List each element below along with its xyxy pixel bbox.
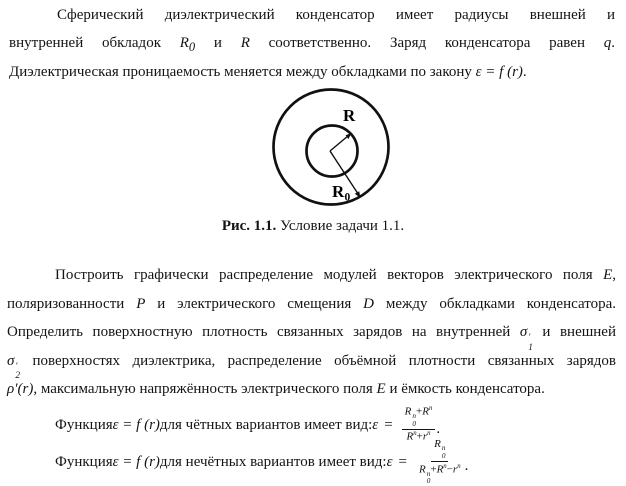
formula-odd-variants: [55, 438, 469, 486]
text-run: , максимальную напряжённость электрического поля: [33, 381, 377, 398]
inner-radius-label: R: [343, 106, 356, 125]
text-line: [7, 261, 616, 290]
period: .: [464, 458, 469, 474]
var-sigma2: σ ′ 2: [7, 352, 21, 382]
capacitor-diagram: [268, 84, 400, 212]
problem-statement-paragraph: [9, 1, 615, 86]
task-paragraph: [7, 261, 616, 404]
text-run: Сферический диэлектрический конденсатор имеет радиусы внешней и: [57, 7, 615, 23]
period: .: [436, 421, 441, 437]
var-sigma1: σ ′ 1: [519, 324, 533, 353]
text-run: .: [611, 35, 615, 52]
equals-sign: =: [398, 453, 407, 470]
var-epsilon: ε: [372, 416, 379, 433]
text-run: .: [522, 63, 527, 80]
var-rho: ρ′(r): [7, 381, 34, 398]
var-E: E: [376, 381, 386, 398]
inner-radius-arrow: [330, 133, 352, 151]
var-epsilon: ε: [386, 453, 393, 470]
var-epsilon-law: ε = f (r): [475, 63, 523, 80]
text-run: Функция: [55, 453, 113, 470]
formula-even-variants: [55, 407, 440, 443]
text-run: поляризованности: [7, 295, 137, 312]
text-run: Диэлектрическая проницаемость меняется между обкладками по закону: [9, 63, 476, 80]
text-run: и электрического смещения: [145, 295, 364, 312]
text-run: и ёмкость конденсатора.: [385, 381, 545, 398]
var-q: q: [603, 35, 612, 52]
text-line: [7, 347, 616, 382]
equals-sign: =: [384, 416, 393, 433]
text-run: между обкладками конденсатора.: [373, 295, 616, 312]
var-epsilon-law: ε = f (r): [112, 416, 160, 433]
text-line: [7, 290, 616, 319]
outer-radius-label: [332, 182, 351, 204]
var-E: E: [603, 267, 613, 283]
svg-text:0: 0: [344, 191, 351, 204]
text-run: Функция: [55, 416, 113, 433]
svg-text:R: R: [332, 182, 345, 201]
text-run: и: [195, 35, 241, 52]
inner-shell-circle: [307, 126, 358, 177]
text-run: для чётных вариантов имеет вид:: [159, 416, 373, 433]
fraction-even: R n 0 $+R^n$ $R^n+r^n$: [402, 405, 436, 445]
var-D: D: [363, 295, 374, 312]
figure-caption-number: Рис. 1.1.: [221, 218, 277, 234]
text-line: [7, 318, 616, 353]
text-line: [9, 29, 615, 57]
text-run: и внешней: [532, 324, 616, 341]
text-line: [9, 58, 615, 86]
text-run: Построить графически распределение модулей векторов электрического поля: [55, 267, 604, 283]
text-run: Определить поверхностную плотность связанных зарядов на внутренней: [7, 324, 520, 341]
var-R: R: [240, 35, 250, 52]
var-R0: $R_0$: [179, 35, 196, 55]
var-epsilon-law: ε = f (r): [112, 453, 160, 470]
text-run: поверхностях диэлектрика, распределение объёмной плотности связанных зарядов: [20, 352, 616, 369]
text-run: внутренней обкладок: [9, 35, 180, 52]
text-run: ,: [612, 267, 616, 283]
text-run: для нечётных вариантов имеет вид:: [159, 453, 387, 470]
text-run: соответственно. Заряд конденсатора равен: [249, 35, 604, 52]
figure-caption-text: Условие задачи 1.1.: [276, 218, 405, 234]
text-line: [9, 1, 615, 29]
figure-caption: [0, 218, 626, 235]
fraction-odd: R n 0 R n 0 $+R^n-r^n$: [418, 438, 461, 486]
outer-shell-circle: [274, 90, 389, 205]
text-line: [7, 375, 616, 404]
var-P: P: [136, 295, 146, 312]
